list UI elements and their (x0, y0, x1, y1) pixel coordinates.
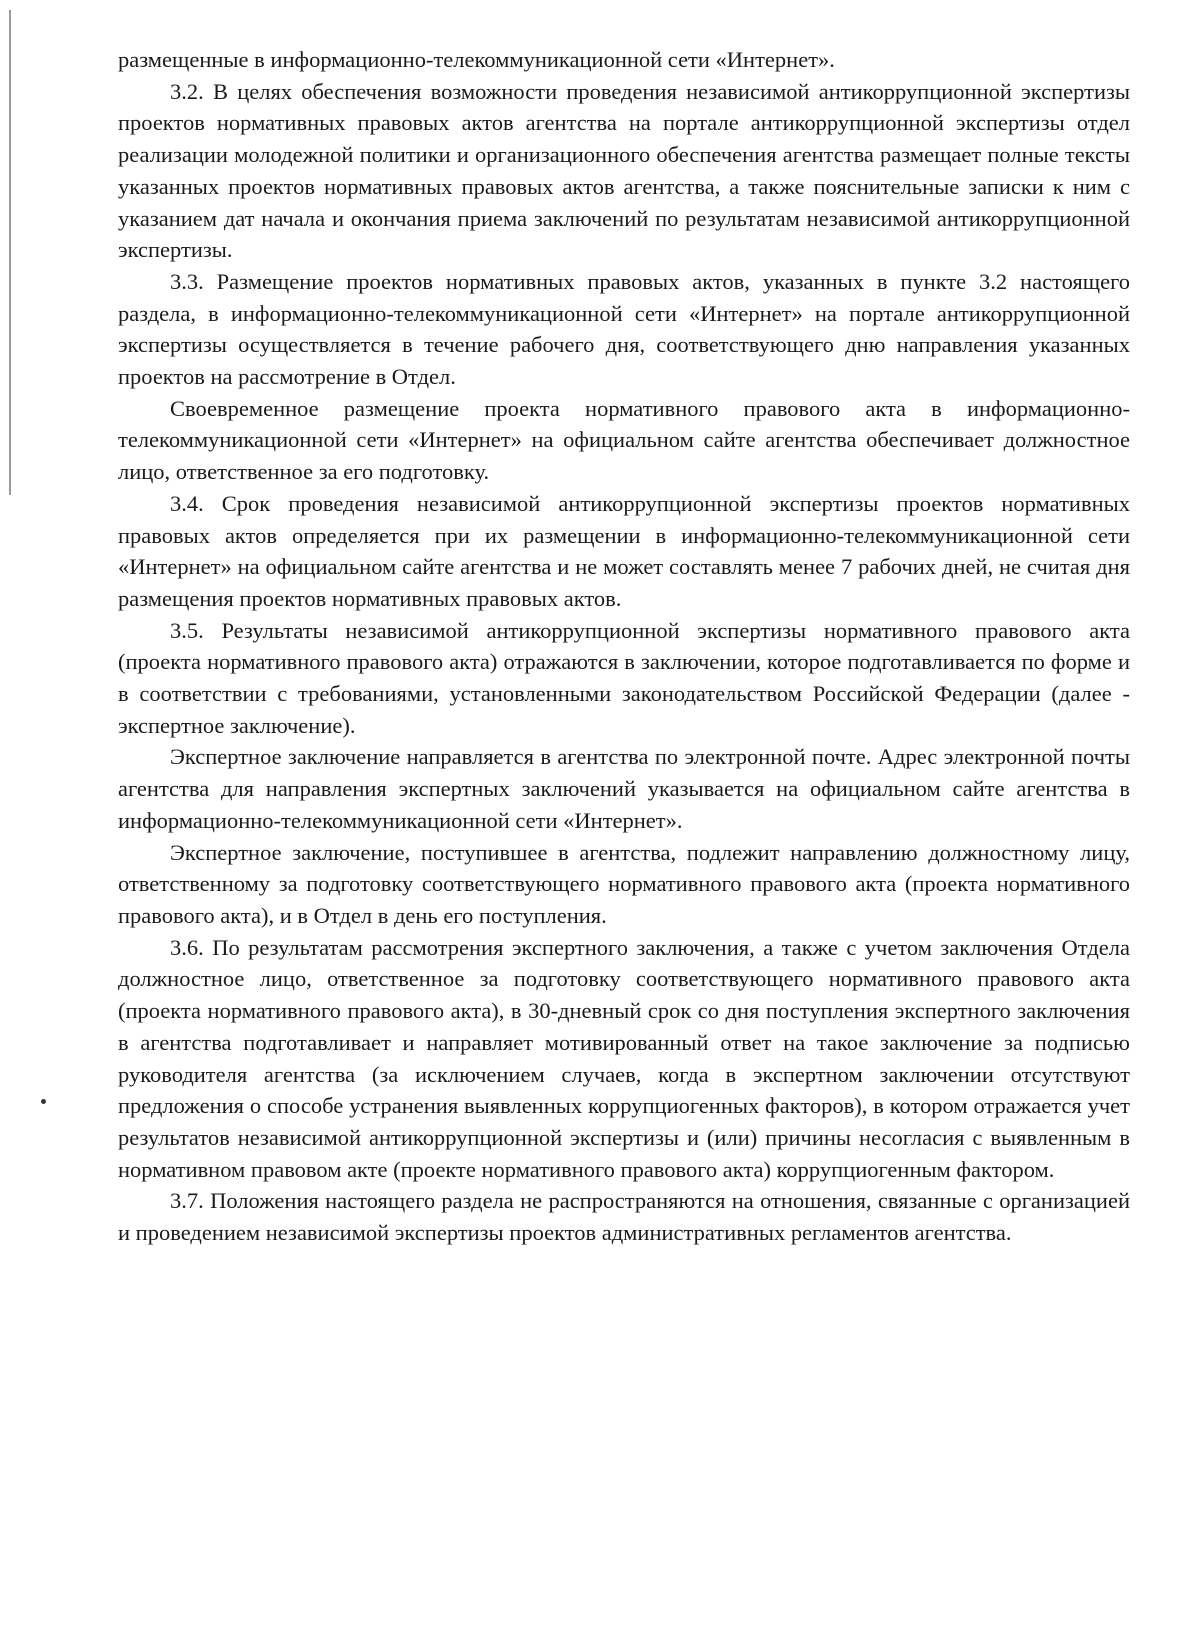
paragraph-expert-conclusion-routing: Экспертное заключение, поступившее в агентства, подлежит направлению должностному лицу, ответственному за подготовку соответствующего нормативного правового акта (проекта нормативного правового акта), и в Отдел в день его поступления. (118, 839, 1130, 928)
paragraph-3-5: 3.5. Результаты независимой антикоррупционной экспертизы нормативного правового акта (проекта нормативного правового акта) отражаются в заключении, которое подготавливается по форме и в соответствии с требованиями, установленными законодательством Российской Федерации (далее - экспертное заключение). (118, 617, 1130, 738)
paragraph-3-7: 3.7. Положения настоящего раздела не распространяются на отношения, связанные с организацией и проведением независимой экспертизы проектов административных регламентов агентства. (118, 1188, 1130, 1246)
paragraph-3-4: 3.4. Срок проведения независимой антикоррупционной экспертизы проектов нормативных правовых актов определяется при их размещении в информационно-телекоммуникационной сети «Интернет» на официальном сайте агентства и не может составлять менее 7 рабочих дней, не считая дня размещения проектов нормативных правовых актов. (118, 490, 1130, 611)
scan-edge-line (9, 10, 11, 495)
scan-speck (41, 1099, 46, 1104)
paragraph-3-6: 3.6. По результатам рассмотрения экспертного заключения, а также с учетом заключения Отдела должностное лицо, ответственное за подготовку соответствующего нормативного правового акта (проекта нормативного правового акта), в 30-дневный срок со дня поступления экспертного заключения в агентства подготавливает и направляет мотивированный ответ на такое заключение за подписью руководителя агентства (за исключением случаев, когда в экспертном заключении отсутствуют предложения о способе устранения выявленных коррупциогенных факторов), в котором отражается учет результатов независимой антикоррупционной экспертизы и (или) причины несогласия с выявленным в нормативном правовом акте (проекте нормативного правового акта) коррупциогенным фактором. (118, 934, 1130, 1182)
paragraph-continuation: размещенные в информационно-телекоммуникационной сети «Интернет». (118, 47, 835, 72)
paragraph-expert-conclusion-email: Экспертное заключение направляется в агентства по электронной почте. Адрес электронной почты агентства для направления экспертных заключений указывается на официальном сайте агентства в информационно-телекоммуникационной сети «Интернет». (118, 744, 1130, 833)
paragraph-3-3: 3.3. Размещение проектов нормативных правовых актов, указанных в пункте 3.2 настоящего раздела, в информационно-телекоммуникационной сети «Интернет» на портале антикоррупционной экспертизы осуществляется в течение рабочего дня, соответствующего дню направления указанных проектов на рассмотрение в Отдел. (118, 268, 1130, 390)
document-body (118, 44, 1130, 1249)
paragraph-timely-placement: Своевременное размещение проекта нормативного правового акта в информационно-телекоммуникационной сети «Интернет» на официальном сайте агентства обеспечивает должностное лицо, ответственное за его подготовку. (118, 395, 1130, 485)
paragraph-3-2: 3.2. В целях обеспечения возможности проведения независимой антикоррупционной экспертизы проектов нормативных правовых актов агентства на портале антикоррупционной экспертизы отдел реализации молодежной политики и организационного обеспечения агентства размещает полные тексты указанных проектов нормативных правовых актов агентства, а также пояснительные записки к ним с указанием дат начала и окончания приема заключений по результатам независимой антикоррупционной экспертизы. (118, 78, 1130, 263)
